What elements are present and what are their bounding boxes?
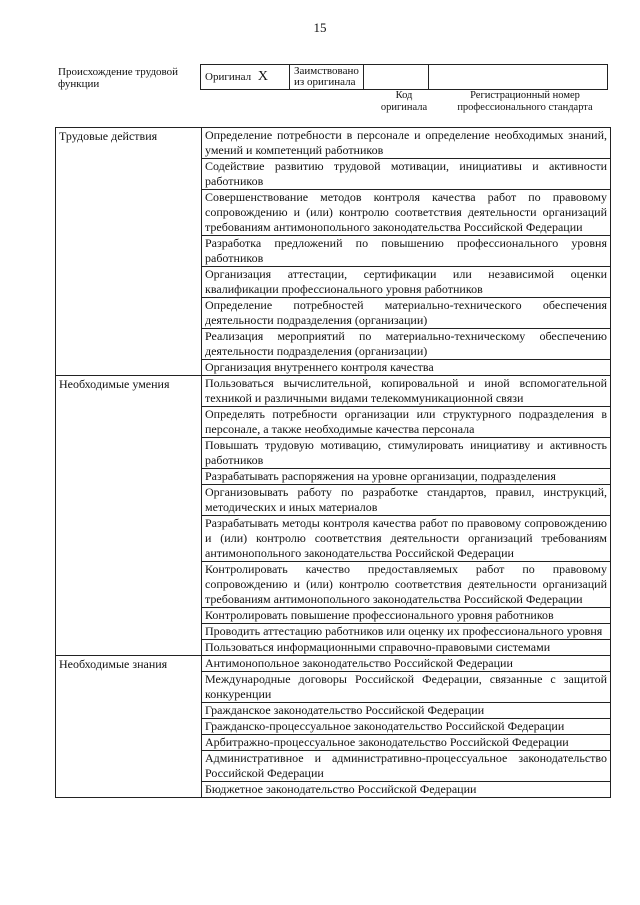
section-item: Разрабатывать распоряжения на уровне организации, подразделения [202,469,611,485]
registration-cell [428,65,607,90]
section-label-required-knowledge: Необходимые знания [56,656,202,798]
page-number: 15 [313,20,327,35]
section-item: Определение потребности в персонале и определение необходимых знаний, умений и компетенций работников [202,128,611,159]
section-item: Организация аттестации, сертификации или независимой оценки квалификации профессионального уровня работников [202,267,611,298]
section-label-required-skills: Необходимые умения [56,376,202,656]
section-item: Пользоваться информационными справочно-правовыми системами [202,640,611,656]
original-mark: X [257,69,268,84]
section-item: Реализация мероприятий по материально-техническому обеспечению деятельности подразделения (организации) [202,329,611,360]
section-item: Совершенствование методов контроля качества работ по правовому сопровождению и (или) контролю соответствия деятельности организаций требованиям антимонопольного законодательства Российской Федерации [202,190,611,236]
section-item: Бюджетное законодательство Российской Федерации [202,782,611,798]
function-table [55,127,611,798]
section-item: Организация внутреннего контроля качества [202,360,611,376]
table-row [56,128,611,159]
section-item: Арбитражно-процессуальное законодательство Российской Федерации [202,735,611,751]
origin-label: Происхождение трудовой функции [58,66,179,90]
section-item: Пользоваться вычислительной, копировальной и иной вспомогательной техникой и различными видами телекоммуникационной связи [202,376,611,407]
section-item: Разработка предложений по повышению профессионального уровня работников [202,236,611,267]
original-cell [201,65,290,90]
section-item: Антимонопольное законодательство Российской Федерации [202,656,611,672]
code-caption: Код оригинала [380,90,428,113]
table-row [56,656,611,672]
section-item: Организовывать работу по разработке стандартов, правил, инструкций, методических и иных материалов [202,485,611,516]
origin-table [200,64,608,90]
section-item: Содействие развитию трудовой мотивации, инициативы и активности работников [202,159,611,190]
section-item: Контролировать повышение профессионального уровня работников [202,608,611,624]
section-item: Повышать трудовую мотивацию, стимулировать инициативу и активность работников [202,438,611,469]
section-item: Гражданское законодательство Российской Федерации [202,703,611,719]
table-row [56,376,611,407]
section-label-labor-actions: Трудовые действия [56,128,202,376]
section-item: Разрабатывать методы контроля качества работ по правовому сопровождению и (или) контролю соответствия деятельности организаций требованиям антимонопольного законодательства Российской Федерации [202,516,611,562]
section-item: Определение потребностей материально-технического обеспечения деятельности подразделения (организации) [202,298,611,329]
section-item: Гражданско-процессуальное законодательство Российской Федерации [202,719,611,735]
original-label: Оригинал [205,71,252,83]
section-item: Контролировать качество предоставляемых работ по правовому сопровождению и (или) контролю соответствия деятельности организаций требованиям антимонопольного законодательства Российской Федерации [202,562,611,608]
section-item: Проводить аттестацию работников или оценку их профессионального уровня [202,624,611,640]
section-item: Административное и административно-процессуальное законодательство Российской Федерации [202,751,611,782]
borrowed-cell: Заимствовано из оригинала [290,65,364,90]
section-item: Международные договоры Российской Федерации, связанные с защитой конкуренции [202,672,611,703]
registration-caption: Регистрационный номер профессионального стандарта [457,90,593,113]
section-item: Определять потребности организации или структурного подразделения в персонале, а также необходимые качества персонала [202,407,611,438]
code-cell [363,65,428,90]
